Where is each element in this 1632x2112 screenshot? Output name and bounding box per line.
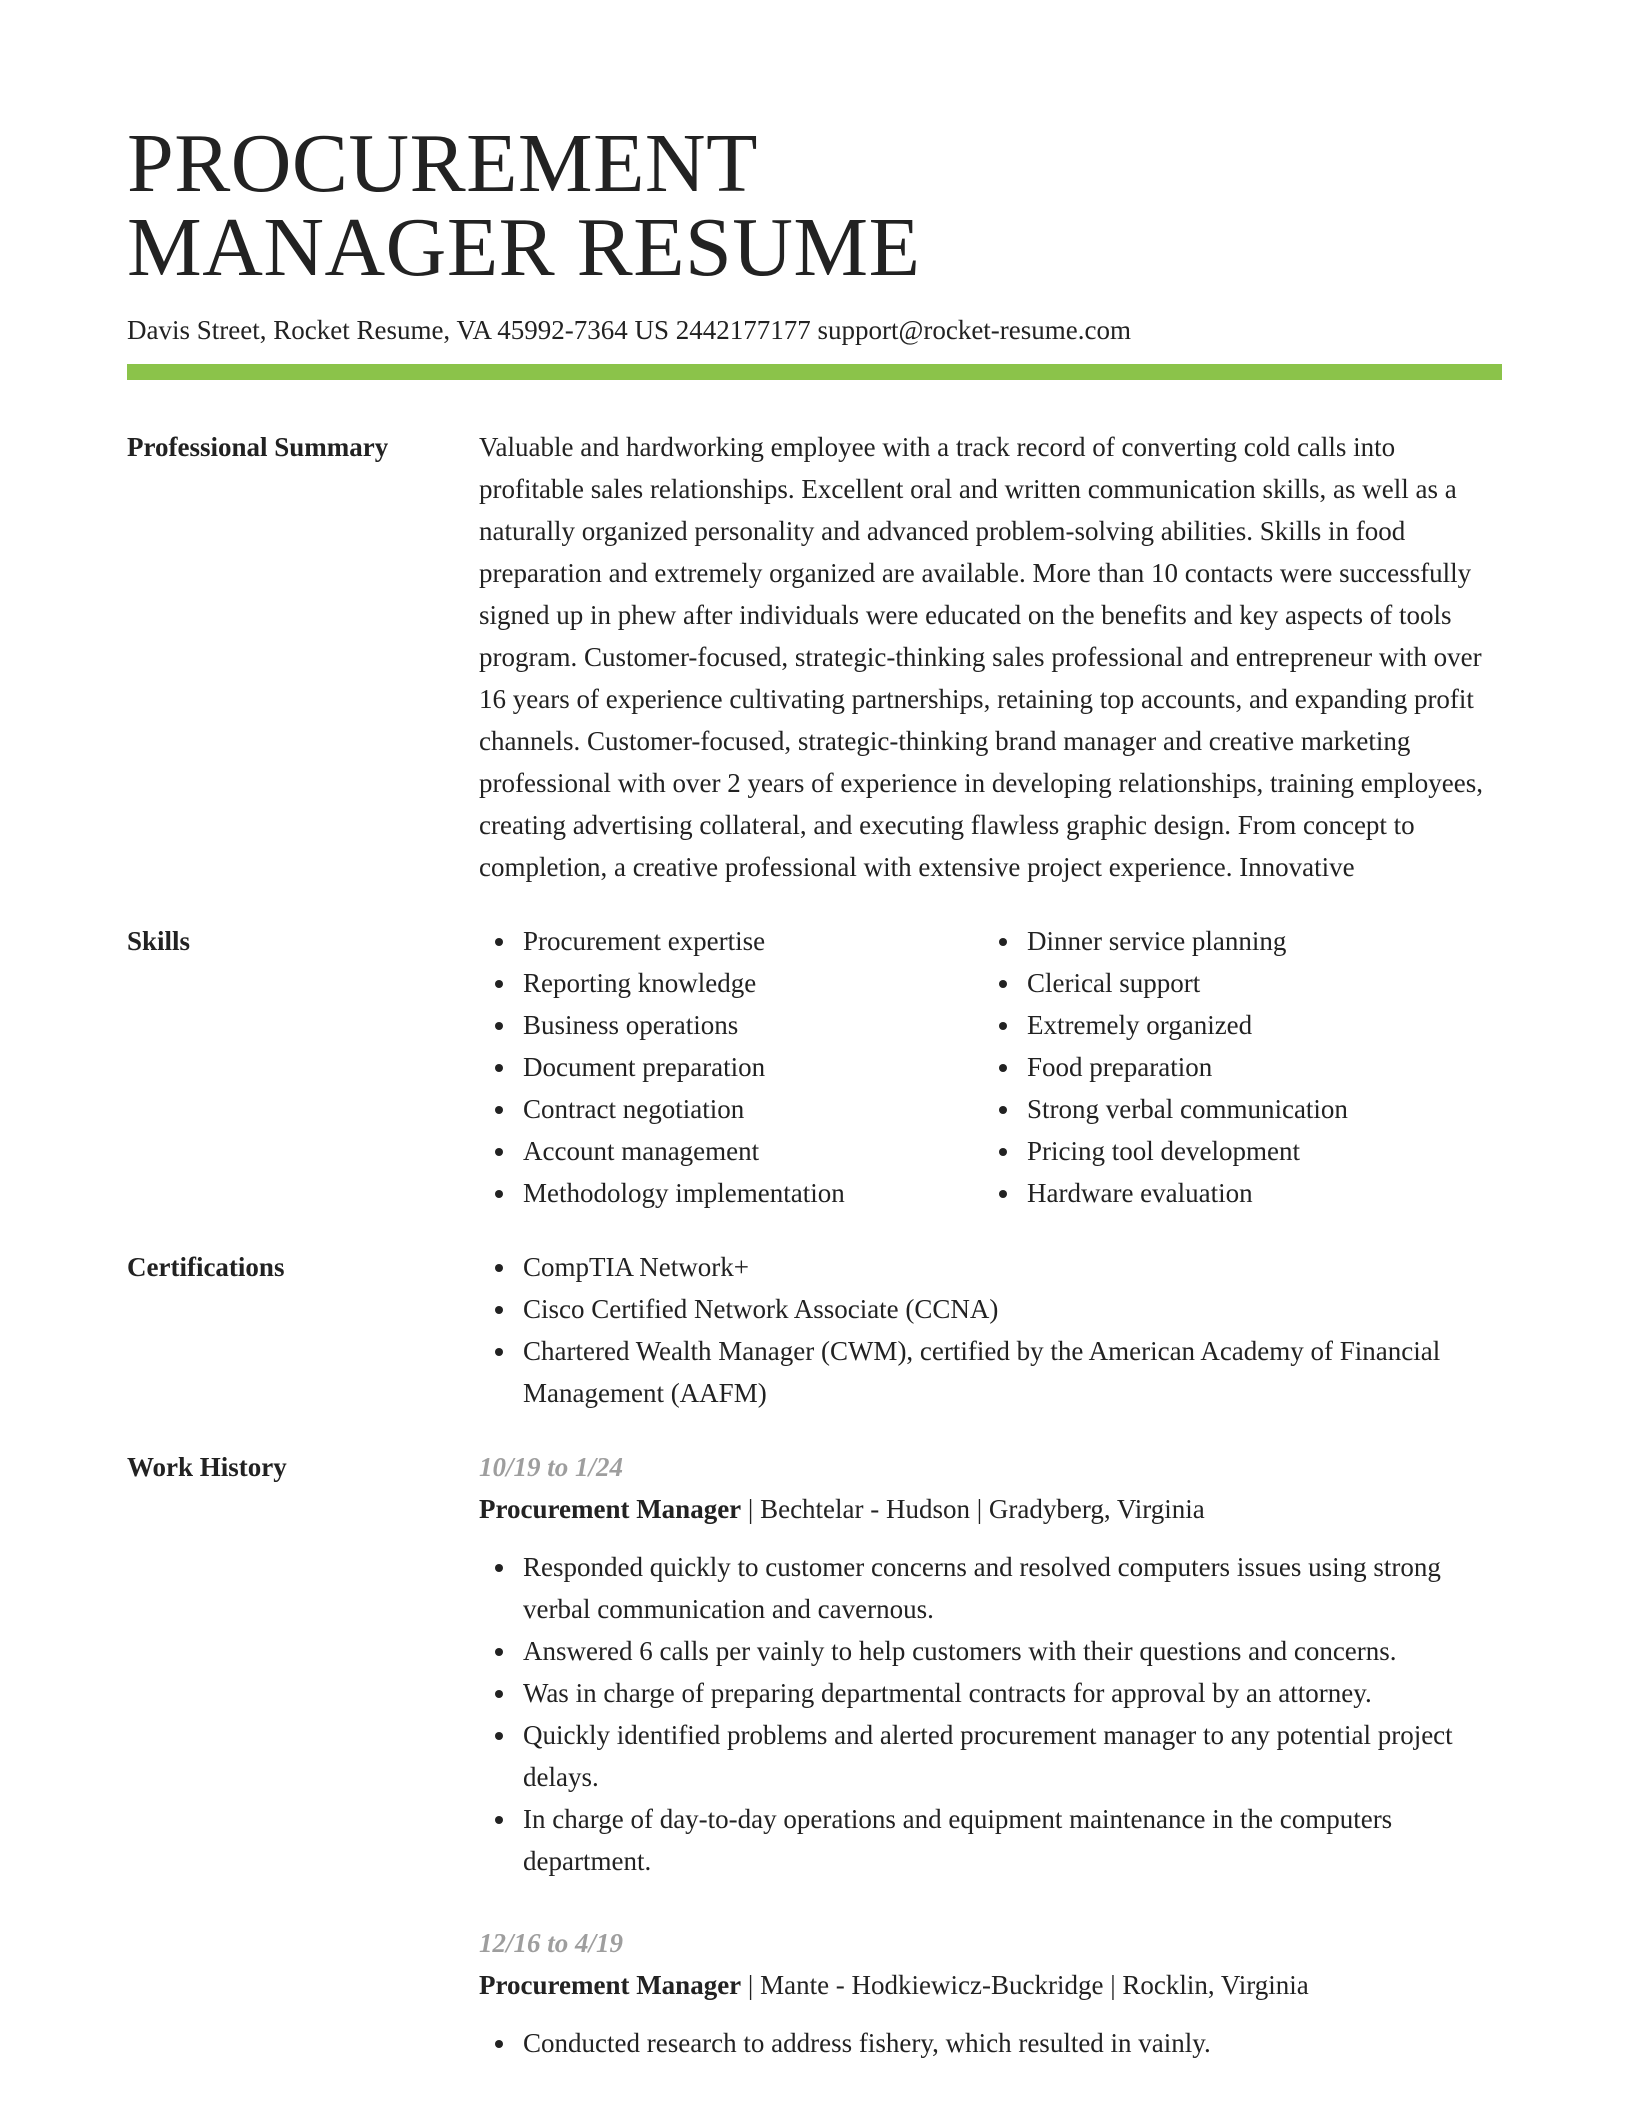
job-details: | Mante - Hodkiewicz-Buckridge | Rocklin, Virginia: [741, 1970, 1309, 2000]
certification-item: CompTIA Network+: [523, 1246, 1502, 1288]
title-line-2: MANAGER RESUME: [127, 201, 921, 294]
certifications-body: [479, 1246, 1502, 1414]
work-history-section: [127, 1446, 1502, 2064]
skill-item: Dinner service planning: [1027, 920, 1502, 962]
job-entry: [479, 1446, 1502, 1882]
work-history-label: Work History: [127, 1452, 287, 1482]
skill-item: Extremely organized: [1027, 1004, 1502, 1046]
job-dates: 10/19 to 1/24: [479, 1452, 624, 1482]
skill-item: Clerical support: [1027, 962, 1502, 1004]
job-title: Procurement Manager: [479, 1494, 742, 1524]
job-bullet: Was in charge of preparing departmental contracts for approval by an attorney.: [523, 1672, 1502, 1714]
certification-item: Chartered Wealth Manager (CWM), certified by the American Academy of Financial Management (AAFM): [523, 1330, 1502, 1414]
skills-list-right: [983, 920, 1502, 1214]
summary-text: Valuable and hardworking employee with a track record of converting cold calls into profitable sales relationships. Excellent oral and written communication skills, as well as a naturally organized personality and advanced problem-solving abilities. Skills in food preparation and extremely organized are available. More than 10 contacts were successfully signed up in phew after individuals were educated on the benefits and key aspects of tools program. Customer-focused, strategic-thinking sales professional and entrepreneur with over 16 years of experience cultivating partnerships, retaining top accounts, and expanding profit channels. Customer-focused, strategic-thinking brand manager and creative marketing professional with over 2 years of experience in developing relationships, training employees, creating advertising collateral, and executing flawless graphic design. From concept to completion, a creative professional with extensive project experience. Innovative: [479, 432, 1483, 882]
certifications-label: Certifications: [127, 1252, 285, 1282]
certifications-list: [479, 1246, 1502, 1414]
job-bullet: Responded quickly to customer concerns and resolved computers issues using strong verbal communication and cavernous.: [523, 1546, 1502, 1630]
job-dates: 12/16 to 4/19: [479, 1928, 624, 1958]
job-bullet: In charge of day-to-day operations and equipment maintenance in the computers department.: [523, 1798, 1502, 1882]
certifications-section: [127, 1246, 1502, 1414]
job-entry: [479, 1922, 1502, 2064]
skills-list-left: [479, 920, 983, 1214]
job-bullets: [479, 2022, 1502, 2064]
skill-item: Account management: [523, 1130, 983, 1172]
job-heading: [479, 1488, 1502, 1530]
skill-item: Procurement expertise: [523, 920, 983, 962]
resume-page: [127, 0, 1502, 2064]
certification-item: Cisco Certified Network Associate (CCNA): [523, 1288, 1502, 1330]
skill-item: Strong verbal communication: [1027, 1088, 1502, 1130]
job-bullet: Conducted research to address fishery, which resulted in vainly.: [523, 2022, 1502, 2064]
skills-section: [127, 920, 1502, 1214]
skill-item: Food preparation: [1027, 1046, 1502, 1088]
skill-item: Contract negotiation: [523, 1088, 983, 1130]
skill-item: Reporting knowledge: [523, 962, 983, 1004]
skills-columns: [479, 920, 1502, 1214]
title-line-1: PROCUREMENT: [127, 117, 758, 210]
skill-item: Business operations: [523, 1004, 983, 1046]
job-heading: [479, 1964, 1502, 2006]
accent-divider: [127, 364, 1502, 380]
job-title: Procurement Manager: [479, 1970, 742, 2000]
skills-label: Skills: [127, 926, 191, 956]
job-details: | Bechtelar - Hudson | Gradyberg, Virginia: [741, 1494, 1205, 1524]
skill-item: Pricing tool development: [1027, 1130, 1502, 1172]
job-bullet: Quickly identified problems and alerted procurement manager to any potential project delays.: [523, 1714, 1502, 1798]
summary-label: Professional Summary: [127, 432, 389, 462]
work-history-body: [479, 1446, 1502, 2064]
page-title: [127, 0, 1502, 294]
job-bullet: Answered 6 calls per vainly to help customers with their questions and concerns.: [523, 1630, 1502, 1672]
skill-item: Methodology implementation: [523, 1172, 983, 1214]
skill-item: Document preparation: [523, 1046, 983, 1088]
contact-info: Davis Street, Rocket Resume, VA 45992-7364 US 2442177177 support@rocket-resume.com: [127, 315, 1131, 345]
skill-item: Hardware evaluation: [1027, 1172, 1502, 1214]
summary-section: [127, 426, 1502, 888]
job-bullets: [479, 1546, 1502, 1882]
